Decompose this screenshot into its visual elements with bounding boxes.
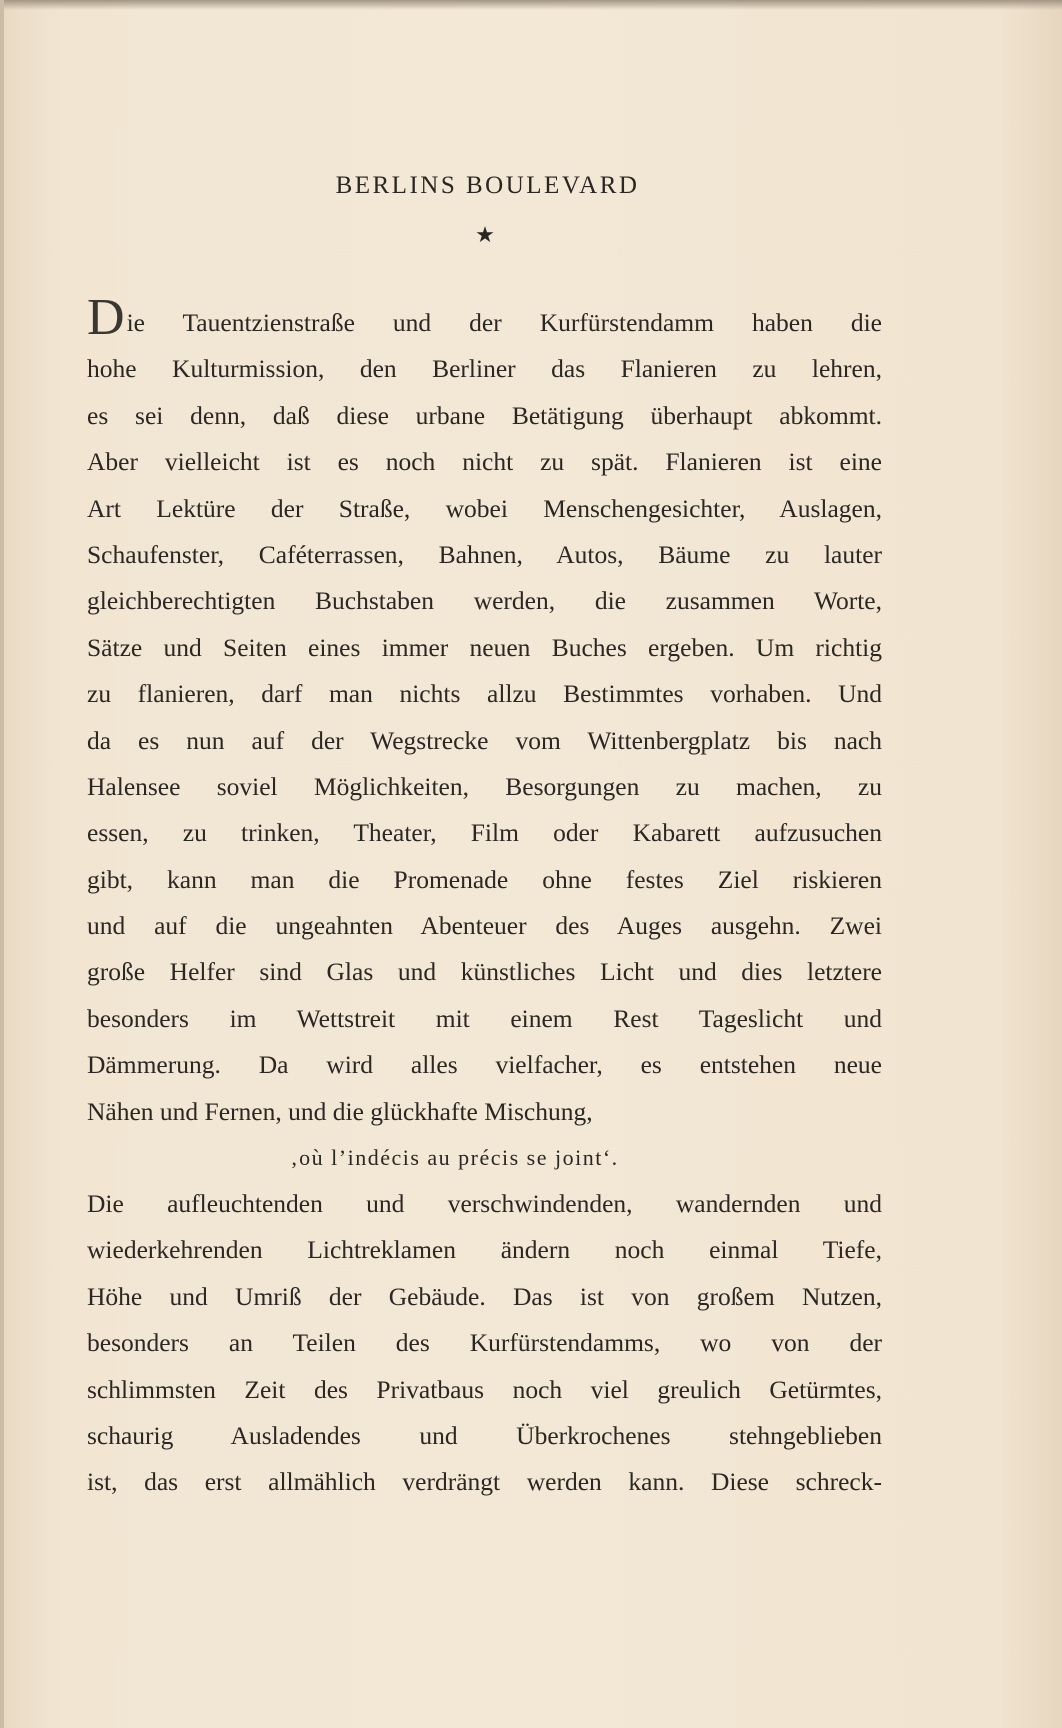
page-left-edge	[0, 0, 4, 1728]
text-line: da es nun auf der Wegstrecke vom Wittenbergplatz bis nach	[87, 725, 882, 755]
text-line: schaurig Ausladendes und Überkrochenes stehngeblieben	[87, 1420, 882, 1450]
text-line: Halensee soviel Möglichkeiten, Besorgungen zu machen, zu	[87, 771, 882, 801]
text-line: Schaufenster, Caféterrassen, Bahnen, Autos, Bäume zu lauter	[87, 539, 882, 569]
text-line: Art Lektüre der Straße, wobei Menschengesichter, Auslagen,	[87, 493, 882, 523]
text-line: große Helfer sind Glas und künstliches Licht und dies letztere	[87, 957, 882, 987]
text-line: gleichberechtigten Buchstaben werden, die zusammen Worte,	[87, 586, 882, 616]
text-line: und auf die ungeahnten Abenteuer des Auges ausgehn. Zwei	[87, 911, 882, 941]
text-line: essen, zu trinken, Theater, Film oder Kabarett aufzusuchen	[87, 818, 882, 848]
text-line: hohe Kulturmission, den Berliner das Flanieren zu lehren,	[87, 354, 882, 384]
text-line: Höhe und Umriß der Gebäude. Das ist von großem Nutzen,	[87, 1281, 882, 1311]
text-line: es sei denn, daß diese urbane Betätigung überhaupt abkommt.	[87, 400, 882, 430]
body-text	[87, 289, 882, 1506]
text-line: Die Tauentzienstraße und der Kurfürstendamm haben die	[87, 289, 882, 346]
text-line: gibt, kann man die Promenade ohne festes Ziel riskieren	[87, 864, 882, 894]
text-line: Dämmerung. Da wird alles vielfacher, es entstehen neue	[87, 1050, 882, 1080]
text-line: ist, das erst allmählich verdrängt werden kann. Diese schreck-	[87, 1467, 882, 1497]
text-line: Die aufleuchtenden und verschwindenden, wandernden und	[87, 1189, 882, 1219]
text-line: zu flanieren, darf man nichts allzu Bestimmtes vorhaben. Und	[87, 679, 882, 709]
chapter-title: BERLINS BOULEVARD	[335, 172, 640, 199]
text-line: wiederkehrenden Lichtreklamen ändern noch einmal Tiefe,	[87, 1235, 882, 1265]
text-line: Sätze und Seiten eines immer neuen Buches ergeben. Um richtig	[87, 632, 882, 662]
french-quote: ‚où l’indécis au précis se joint‘.	[290, 1145, 619, 1171]
text-line: besonders an Teilen des Kurfürstendamms, wo von der	[87, 1328, 882, 1358]
text-line: Aber vielleicht ist es noch nicht zu spät. Flanieren ist eine	[87, 447, 882, 477]
text-line: Nähen und Fernen, und die glückhafte Mischung,	[87, 1096, 593, 1126]
star-ornament-icon: ★	[475, 222, 495, 247]
page-top-shadow	[0, 0, 1062, 10]
text-line: schlimmsten Zeit des Privatbaus noch viel greulich Getürmtes,	[87, 1374, 882, 1404]
drop-cap: D	[87, 289, 125, 346]
text-line: besonders im Wettstreit mit einem Rest Tageslicht und	[87, 1003, 882, 1033]
